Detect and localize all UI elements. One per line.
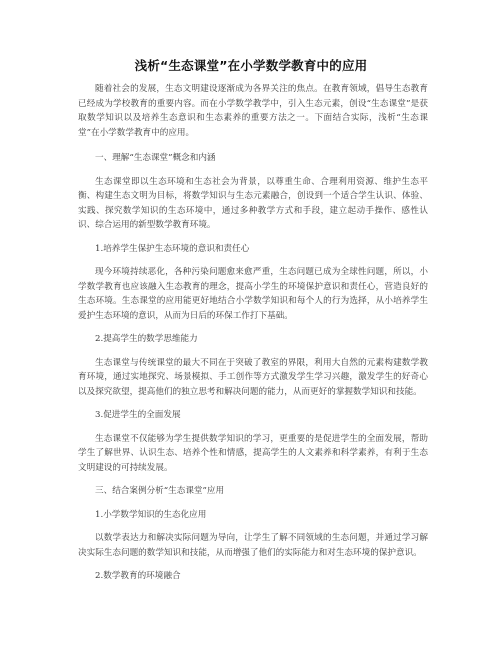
body-paragraph: 以数学表达力和解决实际问题为导向，让学生了解不同领域的生态问题，并通过学习解决实际生态问题的数学知识和技能，从而增强了他们的实际能力和对生态环境的保护意识。: [78, 533, 428, 558]
body-paragraph: 生态课堂与传统课堂的最大不同在于突破了教室的界限，利用大自然的元素构建数学教育环境，通过实地探究、场景模拟、手工创作等方式激发学生学习兴趣，激发学生的好奇心以及探究欲望，提高他们的独立思考和解决问题的能力，从而更好的掌握数学知识和技能。: [78, 357, 428, 397]
subsection-heading: 1.培养学生保护生态环境的意识和责任心: [95, 243, 250, 254]
subsection-heading: 3.促进学生的全面发展: [95, 410, 181, 420]
section-heading: 三、结合案例分析“生态课堂”应用: [95, 486, 225, 496]
body-paragraph: 生态课堂即以生态环境和生态社会为背景，以尊重生命、合理利用资源、维护生态平衡、构建生态文明为目标，将数学知识与生态元素融合，创设到一个适合学生认识、体验、实践、探究数学知识的生态环境中，通过多种教学方式和手段，建立起动手操作、感性认识、综合运用的新型数学教育环境。: [78, 176, 428, 230]
document-body: [78, 82, 428, 584]
subsection-heading: 1.小学数学知识的生态化应用: [95, 509, 207, 520]
subsection-heading: 2.数学教育的环境融合: [95, 571, 181, 581]
section-heading: 一、理解“生态课堂”概念和内涵: [95, 153, 216, 163]
intro-paragraph: 随着社会的发展，生态文明建设逐渐成为各界关注的焦点。在教育领域，倡导生态教育已经成为学校教育的重要内容。而在小学数学教学中，引入生态元素，创设“生态课堂”是获取数学知识以及培养生态意识和生态素养的重要方法之一。下面结合实际，浅析“生态课堂”在小学数学教育中的应用。: [78, 84, 428, 138]
body-paragraph: 生态课堂不仅能够为学生提供数学知识的学习，更重要的是促进学生的全面发展，帮助学生了解世界、认识生态、培养个性和情感，提高学生的人文素养和科学素养，有利于生态文明建设的可持续发展。: [78, 433, 428, 473]
subsection-heading: 2.提高学生的数学思维能力: [95, 334, 198, 344]
document-title: 浅析“生态课堂”在小学数学教育中的应用: [134, 58, 368, 73]
body-paragraph: 现今环境持续恶化，各种污染问题愈来愈严重，生态问题已成为全球性问题，所以，小学数学教育也应该融入生态教育的理念，提高小学生的环境保护意识和责任心，营造良好的生态环境。生态课堂的应用能更好地结合小学数学知识和每个人的行为选择，从小培养学生爱护生态环境的意识，从而为日后的环保工作打下基础。: [78, 267, 428, 321]
